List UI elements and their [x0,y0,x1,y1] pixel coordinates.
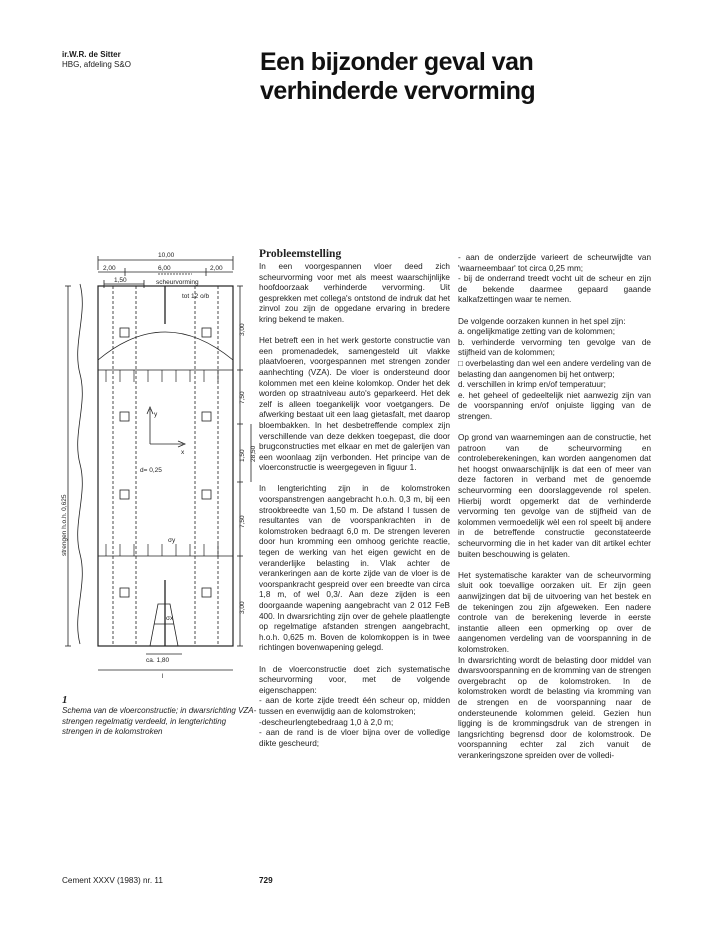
axis-x-label: x [181,449,185,456]
dim-300-bottom: 3,00 [239,601,246,614]
author-block [62,50,131,70]
list-item: -descheurlengtebedraag 1,0 à 2,0 m; [259,717,394,727]
strands-spacing-label: strengen h.o.h. 0,625 [61,494,68,556]
crack-label: scheurvorming [156,279,199,286]
section-heading: Probleemstelling [259,248,342,260]
dim-right-width: 2,00 [210,265,223,272]
paragraph: In dwarsrichting wordt de belasting door middel van dwarsvoorspanning en de kromming van de strengen overgebracht op de kolomstroken. In de kolomstroken wordt de belasting via kromming van de strengen en de voorspanning naar de ondersteunende kolommen geleid. Gezien hun ligging is de krommingsdruk van de strengen in langsrichting begrensd door de kolomstrook. De voorspanning echter zal zich vanuit de verankeringszone spreiden over de volledi- [458,655,651,760]
list-item: - aan de onderzijde varieert de scheurwijdte van 'waarneembaar' tot circa 0,25 mm; [458,253,651,273]
sigma-y-label: σy [168,537,176,544]
paragraph: De volgende oorzaken kunnen in het spel zijn: [458,316,626,326]
figure-caption [62,694,257,738]
thickness-label: d= 0,25 [140,467,162,474]
distance-l-label: l [162,673,164,680]
paragraph: In lengterichting zijn in de kolomstroken voorspanstrengen aangebracht h.o.h. 0,3 m, bij een strookbreedte van 1,50 m. De afstand l tussen de resultantes van de voorspankrachten in de kolomstroken bedraagt 6,0 m. De strengen leveren door hun kromming een omhoog gerichte reactie, tegen de werking van het eigen gewicht en de veranderlijke belasting in. Vlak achter de verankeringen aan de korte zijde van de vloer is de voorspankracht gespreid over een breedte van circa 1,8 m, of wel 0,3/. Aan deze zijden is een doorgaande wapening aangebracht van 2 012 FeB 400. In dwarsrichting zijn over de gehele plaatlengte op regelmatige afstanden strengen aangebracht, h.o.h. 0,625 m. Boven de kolomkoppen is in twee richtingen bovenwapening gelegd. [259,484,450,653]
list-item: b. verhinderde vervorming ten gevolge van de stijfheid van de kolommen; [458,337,651,358]
dim-strip-width: 1,50 [114,277,127,284]
dim-total-width: 10,00 [158,252,175,259]
text-column-1 [259,248,450,749]
author-name: ir.W.R. de Sitter [62,50,121,59]
paragraph: In een voorgespannen vloer deed zich scheurvorming voor met als meest waarschijnlijke hoofdoorzaak verhinderde vervorming. Uit gesprekken met collega's ontstond de indruk dat het zinvol zou zijn de opgedane ervaring in bredere kring bekend te maken. [259,262,450,324]
dim-mid-width: 6,00 [158,265,171,272]
list-item: e. het geheel of gedeeltelijk niet aanwezig zijn van de voorspanning en/of onjuiste ligging van de strengen. [458,390,651,421]
axis-y-label: y [154,411,158,418]
dim-750-bottom: 7,50 [239,515,246,528]
sigma-x-label: σx [166,615,174,622]
paragraph: Het systematische karakter van de scheurvorming sluit ook toevallige oorzaken uit. Er zijn geen aanwijzingen dat bij de uitvoering van het bestek en de tekeningen zou zijn afgeweken. Een nadere controle van de berekening leverde in eerste instantie alleen een opmerking op over de aangenomen verdeling van de voorspanning in de kolomstroken. [458,570,651,654]
list-item: d. verschillen in krimp en/of temperatuur; [458,380,606,390]
paragraph: In de vloerconstructie doet zich systematische scheurvorming voor, met de volgende eigenschappen: [259,664,450,695]
dim-2850-total: 28,50 [250,445,257,462]
paragraph: Het betreft een in het werk gestorte constructie van een promenadedek, samengesteld uit vlakke plaatvloeren, voorgespannen met strengen zonder aanhechting (VZA). De vloer is ondersteund door kolommen met een kleine kolomkop. Onder het dek worden op straatniveau auto's geparkeerd. Het dek zelf is alleen toegankelijk voor voetgangers. De afwerking bestaat uit een laag gietasfalt, met daarop bloembakken. In het desbetreffende complex zijn verschillende van deze dekken toegepast, die door brugconstructies met elkaar en met de galerijen van een woonlaag zijn verbonden. Het principe van de vloerconstructie is weergegeven in figuur 1. [259,336,450,473]
title-line-1: Een bijzonder geval van [260,48,534,76]
page-number: 729 [259,876,273,885]
dim-tot-label: tot 12 o/b [182,293,210,300]
paragraph: Op grond van waarnemingen aan de constructie, het patroon van de scheurvorming en controleberekeningen, kan worden aangenomen dat het hoogst onwaarschijnlijk is dat een of meer van deze factoren in verband met de genoemde scheurvorming een doorslaggevende rol spelen. Hierbij wordt opgemerkt dat de verhinderde vervorming ten gevolge van de stijfheid van de kolommen vermoedelijk wèl een rol speelt bij andere in de betreffende constructie geconstateerde scheurvorming die in het kader van dit artikel echter buiten beschouwing is gelaten. [458,433,651,559]
dim-300-top: 3,00 [239,323,246,336]
article-title [260,48,600,106]
floor-schema-drawing [58,244,258,684]
spread-width-label: ca. 1,80 [146,657,170,664]
dim-750-top: 7,50 [239,391,246,404]
list-item: - bij de onderrand treedt vocht uit de scheur en zijn de bekende daarmee gepaard gaande kalkafzettingen waar te nemen. [458,274,651,305]
caption-text: Schema van de vloerconstructie; in dwarsrichting VZA-strengen regelmatig verdeeld, in lengterichting strengen in de kolomstroken [62,706,257,737]
dim-150-mid: 1,50 [239,449,246,462]
list-item: a. ongelijkmatige zetting van de kolommen; [458,327,616,337]
list-item: - aan de rand is de vloer bijna over de volledige dikte gescheurd; [259,728,450,748]
list-item: - aan de korte zijde treedt één scheur op, midden tussen en evenwijdig aan de kolomstroken; [259,696,450,716]
author-affiliation: HBG, afdeling S&O [62,60,131,69]
journal-footer: Cement XXXV (1983) nr. 11 [62,876,163,885]
title-line-2: verhinderde vervorming [260,77,536,105]
figure-floor-schema [58,244,258,684]
dim-left-width: 2,00 [103,265,116,272]
caption-number: 1 [62,694,68,706]
list-item: □ overbelasting dan wel een andere verdeling van de belasting dan aangenomen bij het ontwerp; [458,358,651,379]
text-column-2 [458,253,651,762]
